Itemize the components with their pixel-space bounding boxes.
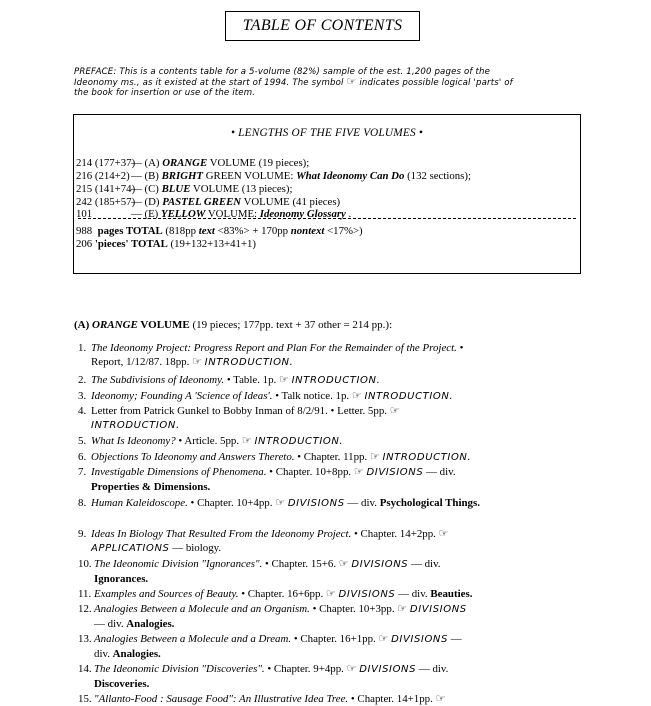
volume-desc: GREEN VOLUME: — [203, 170, 297, 182]
volume-letter: — (B) — [131, 170, 162, 182]
preface-line-1 — [74, 67, 574, 78]
total-detail: (818pp — [162, 225, 199, 237]
dashed-divider — [78, 218, 576, 219]
preface-line-3 — [74, 88, 574, 99]
item-title: The Ideonomic Division "Ignorances". — [94, 558, 263, 570]
pointing-hand-icon: ☞ — [275, 497, 286, 509]
item-title: Analogies Between a Molecule and an Organism. — [94, 603, 310, 615]
dash: — — [410, 558, 422, 570]
item-division: Beauties. — [430, 588, 473, 600]
volume-desc: VOLUME (41 pieces) — [241, 196, 341, 208]
volume-row-b — [76, 170, 471, 183]
item-desc: Report, 1/12/87. 18pp. — [91, 356, 190, 369]
div-word: div. — [424, 558, 441, 570]
item-tag: INTRODUCTION. — [291, 375, 381, 386]
item-desc: • Chapter. 9+4pp. — [267, 663, 344, 675]
item-number: 11. — [78, 588, 92, 600]
item-desc: • Chapter. 10+8pp. — [269, 466, 352, 478]
pointing-hand-icon: ☞ — [346, 663, 357, 675]
total-pages-row — [76, 225, 363, 238]
item-tag: DIVISIONS — [351, 559, 409, 570]
item-tail: — biology. — [172, 542, 222, 555]
volume-lengths-box — [73, 114, 581, 274]
total-pages-label: pages TOTAL — [97, 225, 163, 237]
item-division: Ignorances. — [94, 573, 149, 586]
list-item — [78, 373, 598, 388]
item-title: Ideonomy; Founding A 'Science of Ideas'. — [91, 390, 273, 402]
item-desc: • Talk notice. 1p. — [275, 390, 350, 402]
pointing-hand-icon: ☞ — [325, 588, 336, 600]
volume-color: PASTEL GREEN — [162, 196, 242, 208]
item-title: Letter from Patrick Gunkel to Bobby Inman of 8/2/91. • Letter. 5pp. — [91, 405, 387, 417]
list-item — [78, 632, 598, 661]
list-item — [78, 496, 598, 511]
div-word: div. — [107, 618, 124, 631]
item-desc: • Table. 1p. — [226, 374, 277, 386]
preface-text-3: the book for insertion or use of the item. — [74, 88, 256, 98]
volume-letter: — (A) — [131, 157, 163, 169]
div-word: div. — [94, 648, 110, 661]
item-tag: DIVISIONS — [409, 604, 467, 615]
item-title: Human Kaleidoscope. — [91, 497, 188, 509]
section-color: ORANGE — [92, 319, 138, 331]
list-item — [78, 692, 598, 706]
pointing-hand-icon: ☞ — [192, 356, 202, 369]
list-item — [78, 662, 598, 691]
section-word: VOLUME — [137, 319, 190, 331]
volume-color: ORANGE — [162, 157, 208, 169]
volume-length: 216 (214+2) — [76, 170, 130, 182]
item-number: 10. — [78, 558, 92, 570]
div-word: div. — [432, 663, 449, 675]
item-tag: INTRODUCTION. — [91, 420, 180, 432]
volume-tail: . — [345, 208, 352, 220]
item-tag: INTRODUCTION. — [254, 436, 344, 447]
div-word: div. — [439, 466, 456, 478]
item-tag: INTRODUCTION. — [204, 357, 294, 369]
volume-desc: VOLUME: — [205, 208, 260, 220]
preface-text-1: This is a contents table for a 5-volume (82%) sample of the est. 1,200 pages of the — [119, 67, 491, 77]
volume-row-c — [76, 183, 292, 196]
nontext-word: nontext — [290, 225, 325, 237]
total-detail: (19+132+13+41+1) — [167, 238, 257, 250]
total-pages-num: 988 — [76, 225, 93, 237]
list-item — [78, 465, 598, 494]
pointing-hand-icon: ☞ — [369, 451, 380, 463]
dash: — — [450, 633, 462, 645]
pointing-hand-icon: ☞ — [241, 435, 252, 447]
item-desc: • Chapter. 11pp. — [297, 451, 368, 463]
item-number: 4. — [78, 405, 87, 417]
pointing-hand-icon: ☞ — [397, 603, 408, 615]
item-tag: INTRODUCTION. — [382, 452, 472, 463]
volume-length: 214 (177+37) — [76, 157, 136, 169]
item-tag: DIVISIONS — [287, 498, 345, 509]
item-desc: • Chapter. 10+4pp. — [190, 497, 273, 509]
item-desc: • Chapter. 16+1pp. — [293, 633, 376, 645]
section-detail: (19 pieces; 177pp. text + 37 other = 214 pp.): — [189, 319, 393, 331]
item-number: 2. — [78, 374, 87, 386]
item-number: 6. — [78, 451, 87, 463]
volume-row-a — [76, 157, 309, 170]
volume-lengths-header: • LENGTHS OF THE FIVE VOLUMES • — [230, 127, 423, 139]
volume-color: BLUE — [161, 183, 191, 195]
item-number: 14. — [78, 663, 92, 675]
item-title: Ideas In Biology That Resulted From the Ideonomy Project. — [91, 528, 352, 540]
item-tag: DIVISIONS — [391, 634, 448, 645]
text-word: text — [198, 225, 215, 237]
div-word: div. — [411, 588, 428, 600]
pointing-hand-icon: ☞ — [351, 390, 362, 402]
total-detail: <83%> + 170pp — [214, 225, 291, 237]
item-title: Objections To Ideonomy and Answers Thereto. — [91, 451, 295, 463]
item-division: Discoveries. — [94, 678, 150, 691]
volume-subtitle: What Ideonomy Can Do — [296, 170, 405, 182]
pointing-hand-icon: ☞ — [438, 528, 449, 540]
pointing-hand-icon: ☞ — [378, 633, 389, 645]
preface-label: PREFACE: — [74, 67, 117, 77]
list-item — [78, 557, 598, 586]
total-pieces-num: 206 — [76, 238, 93, 250]
volume-length: 101 — [76, 208, 93, 220]
item-number: 12. — [78, 603, 92, 615]
item-number: 9. — [78, 528, 87, 540]
pointing-hand-icon: ☞ — [338, 558, 349, 570]
preface-line-2 — [74, 74, 574, 89]
item-title: The Ideonomic Division "Discoveries". — [94, 663, 265, 675]
volume-row-e — [76, 208, 351, 221]
item-desc: • Article. 5pp. — [178, 435, 240, 447]
volume-desc: VOLUME (19 pieces); — [207, 157, 310, 169]
list-item — [78, 404, 598, 433]
list-item — [78, 602, 598, 631]
item-desc: • Chapter. 15+6. — [264, 558, 337, 570]
dash: — — [347, 497, 359, 509]
section-prefix: (A) — [74, 319, 93, 331]
item-division: Analogies. — [112, 648, 161, 661]
volume-letter: — (D) — [131, 196, 163, 208]
item-number: 1. — [78, 342, 87, 354]
dash: — — [94, 618, 105, 631]
item-title: "Allanto-Food : Sausage Food": An Illustrative Idea Tree. — [94, 693, 349, 705]
div-word: div. — [361, 497, 377, 509]
volume-letter: — (E) — [131, 208, 161, 220]
pointing-hand-icon: ☞ — [346, 74, 357, 88]
total-detail: <17%>) — [324, 225, 363, 237]
volume-color: BRIGHT — [161, 170, 203, 182]
item-desc: • Chapter. 14+1pp. — [350, 693, 433, 705]
preface-text-2b: indicates possible logical 'parts' of — [359, 77, 513, 88]
item-number: 8. — [78, 497, 87, 509]
preface — [74, 67, 574, 99]
volume-length: 242 (185+57) — [76, 196, 136, 208]
item-number: 15. — [78, 693, 92, 705]
dash: — — [418, 663, 430, 675]
item-title: The Ideonomy Project: Progress Report and Plan For the Remainder of the Project. — [91, 342, 457, 354]
volume-color: YELLOW — [160, 208, 206, 220]
total-pieces-label: 'pieces' TOTAL — [94, 238, 168, 250]
item-title: The Subdivisions of Ideonomy. — [91, 374, 225, 386]
pointing-hand-icon: ☞ — [389, 405, 400, 417]
list-item — [78, 587, 598, 602]
item-division: Psychological Things. — [379, 497, 480, 509]
volume-tail: (132 sections); — [404, 170, 471, 182]
list-item — [78, 389, 598, 404]
item-number: 7. — [78, 466, 87, 478]
list-item — [78, 450, 598, 465]
item-tag: DIVISIONS — [338, 589, 396, 600]
item-desc: • Chapter. 16+6pp. — [241, 588, 324, 600]
item-title: Examples and Sources of Beauty. — [94, 588, 239, 600]
item-desc: • Chapter. 10+3pp. — [312, 603, 395, 615]
item-tag: APPLICATIONS — [91, 543, 170, 555]
item-tag: DIVISIONS — [366, 467, 424, 478]
pointing-hand-icon: ☞ — [435, 693, 446, 705]
volume-length: 215 (141+74) — [76, 183, 136, 195]
item-desc: • Chapter. 14+2pp. — [353, 528, 436, 540]
list-item — [78, 341, 598, 370]
list-item — [78, 527, 598, 556]
page-title: TABLE OF CONTENTS — [242, 17, 403, 34]
item-tag: DIVISIONS — [359, 664, 417, 675]
dash: — — [398, 588, 409, 600]
page-title-box — [225, 11, 420, 41]
item-title: Analogies Between a Molecule and a Dream. — [94, 633, 292, 645]
total-pieces-row — [76, 238, 256, 251]
item-division: Analogies. — [126, 618, 175, 631]
item-title: What Is Ideonomy? — [91, 435, 176, 447]
item-title: Investigable Dimensions of Phenomena. — [91, 466, 267, 478]
item-tag: INTRODUCTION. — [364, 391, 454, 402]
preface-text-2a: Ideonomy ms., as it existed at the start of 1994. The symbol — [74, 77, 344, 88]
bullet: • — [459, 342, 464, 354]
item-number: 3. — [78, 390, 87, 402]
pointing-hand-icon: ☞ — [279, 374, 289, 386]
volume-subtitle: Ideonomy Glossary — [259, 208, 346, 220]
volume-letter: — (C) — [131, 183, 162, 195]
dash: — — [426, 466, 437, 478]
volume-desc: VOLUME (13 pieces); — [190, 183, 293, 195]
item-division: Properties & Dimensions. — [91, 481, 211, 494]
item-number: 5. — [78, 435, 87, 447]
section-heading — [74, 319, 392, 331]
pointing-hand-icon: ☞ — [353, 466, 364, 478]
item-number: 13. — [78, 633, 92, 645]
list-item — [78, 434, 598, 449]
